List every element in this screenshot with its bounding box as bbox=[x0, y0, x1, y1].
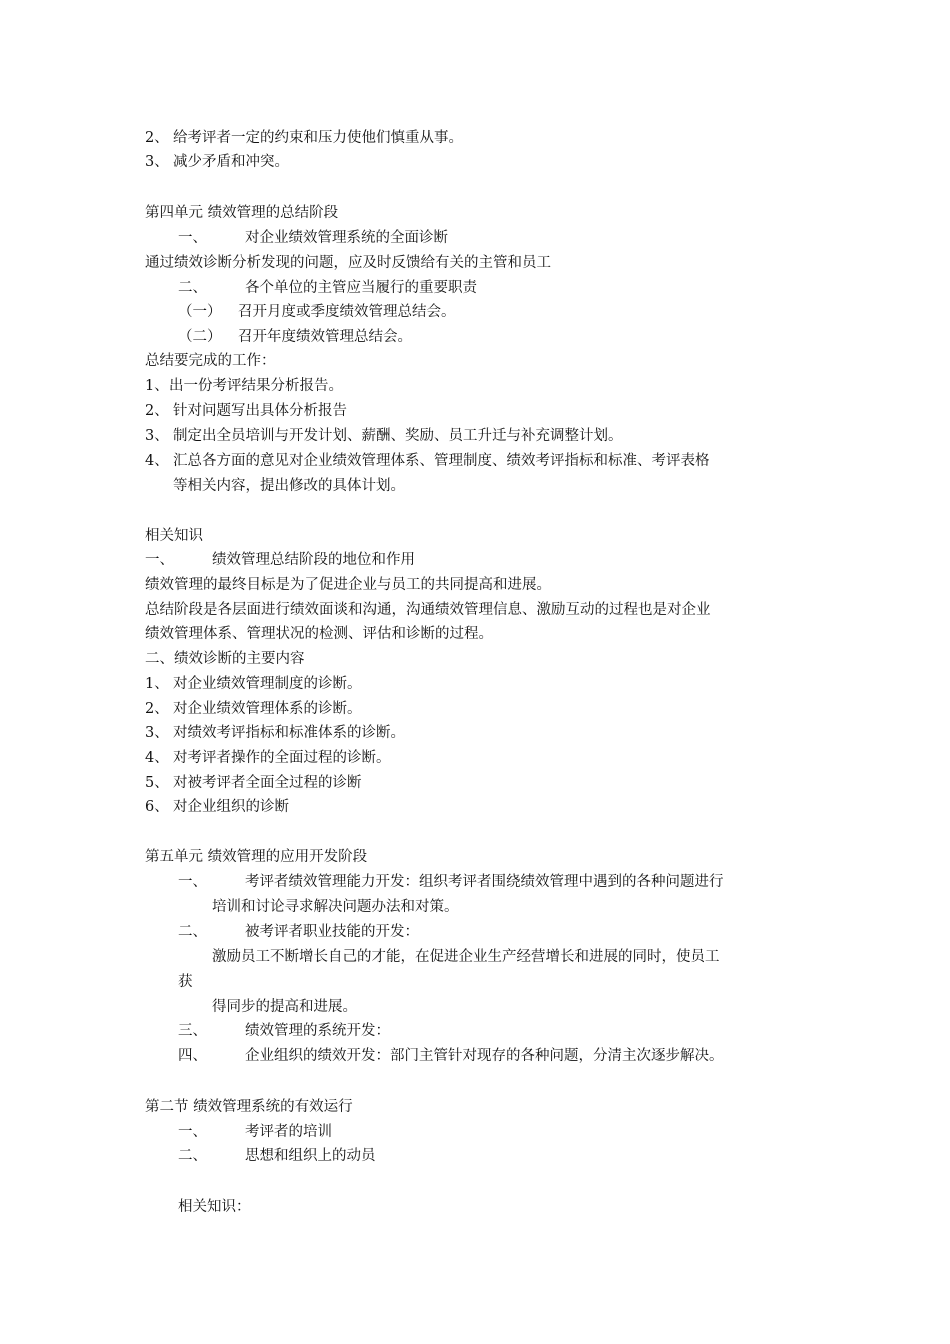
list-item: 一、 对企业绩效管理系统的全面诊断 bbox=[178, 230, 448, 246]
list-item: （一） 召开月度或季度绩效管理总结会。 bbox=[178, 304, 456, 320]
list-item: 二、 思想和组织上的动员 bbox=[178, 1148, 376, 1164]
section-heading: 第二节 绩效管理系统的有效运行 bbox=[145, 1099, 353, 1115]
paragraph: 获 bbox=[178, 974, 193, 990]
paragraph: 激励员工不断增长自己的才能，在促进企业生产经营增长和进展的同时，使员工 bbox=[212, 949, 720, 965]
list-item: 二、 被考评者职业技能的开发： bbox=[178, 924, 419, 940]
list-item: 一、 绩效管理总结阶段的地位和作用 bbox=[145, 552, 415, 568]
section-heading: 相关知识： bbox=[178, 1199, 251, 1215]
list-item: 3、 对绩效考评指标和标准体系的诊断。 bbox=[145, 725, 405, 741]
list-item: 2、 针对问题写出具体分析报告 bbox=[145, 403, 347, 419]
list-item: 三、 绩效管理的系统开发： bbox=[178, 1023, 390, 1039]
list-item: （二） 召开年度绩效管理总结会。 bbox=[178, 329, 412, 345]
list-item: 3、 减少矛盾和冲突。 bbox=[145, 154, 289, 170]
section-heading: 第四单元 绩效管理的总结阶段 bbox=[145, 205, 339, 221]
section-heading: 第五单元 绩效管理的应用开发阶段 bbox=[145, 849, 368, 865]
list-item: 3、 制定出全员培训与开发计划、薪酬、奖励、员工升迁与补充调整计划。 bbox=[145, 428, 623, 444]
list-item: 1、出一份考评结果分析报告。 bbox=[145, 378, 343, 394]
list-item: 四、 企业组织的绩效开发：部门主管针对现存的各种问题，分清主次逐步解决。 bbox=[178, 1048, 724, 1064]
list-item: 2、 对企业绩效管理体系的诊断。 bbox=[145, 701, 362, 717]
list-item: 2、 给考评者一定的约束和压力使他们慎重从事。 bbox=[145, 130, 463, 146]
list-item-continuation: 等相关内容，提出修改的具体计划。 bbox=[173, 478, 405, 494]
list-item: 一、 考评者绩效管理能力开发：组织考评者围绕绩效管理中遇到的各种问题进行 bbox=[178, 874, 724, 890]
list-item: 6、 对企业组织的诊断 bbox=[145, 799, 289, 815]
list-item: 1、 对企业绩效管理制度的诊断。 bbox=[145, 676, 362, 692]
list-item: 4、 对考评者操作的全面过程的诊断。 bbox=[145, 750, 391, 766]
section-heading: 相关知识 bbox=[145, 528, 203, 544]
paragraph: 总结阶段是各层面进行绩效面谈和沟通，沟通绩效管理信息、激励互动的过程也是对企业 bbox=[145, 602, 711, 618]
paragraph: 绩效管理体系、管理状况的检测、评估和诊断的过程。 bbox=[145, 626, 493, 642]
list-item: 5、 对被考评者全面全过程的诊断 bbox=[145, 775, 362, 791]
paragraph: 通过绩效诊断分析发现的问题，应及时反馈给有关的主管和员工 bbox=[145, 255, 551, 271]
paragraph: 绩效管理的最终目标是为了促进企业与员工的共同提高和进展。 bbox=[145, 577, 551, 593]
list-item: 二、 各个单位的主管应当履行的重要职责 bbox=[178, 280, 477, 296]
paragraph: 得同步的提高和进展。 bbox=[212, 999, 357, 1015]
list-item: 一、 考评者的培训 bbox=[178, 1124, 332, 1140]
list-item: 4、 汇总各方面的意见对企业绩效管理体系、管理制度、绩效考评指标和标准、考评表格 bbox=[145, 453, 710, 469]
list-item-continuation: 培训和讨论寻求解决问题办法和对策。 bbox=[212, 899, 459, 915]
paragraph-title: 二、绩效诊断的主要内容 bbox=[145, 651, 305, 667]
paragraph-title: 总结要完成的工作： bbox=[145, 353, 276, 369]
